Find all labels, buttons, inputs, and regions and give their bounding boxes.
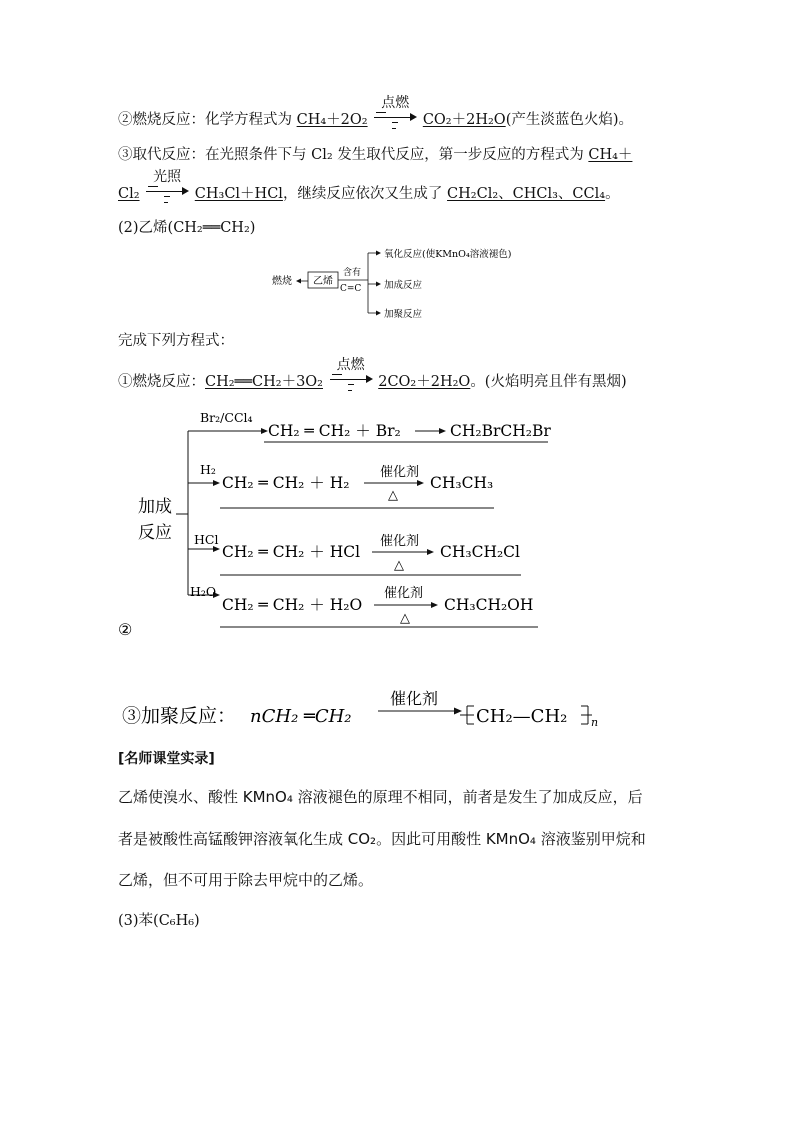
methane-combustion-line xyxy=(118,95,634,129)
ignition-condition-arrow xyxy=(330,357,372,388)
row4-heat: △ xyxy=(400,611,410,626)
row3-heat: △ xyxy=(394,558,404,573)
teacher-notes-header: [名师课堂实录] xyxy=(118,751,215,767)
substitution-end: 。 xyxy=(605,186,620,202)
methane-combustion-prefix: ②燃烧反应：化学方程式为 xyxy=(118,112,292,128)
substitution-line-2 xyxy=(118,169,620,203)
row3-catalyst: 催化剂 xyxy=(380,534,420,549)
reagent-h2: H₂ xyxy=(200,462,216,477)
row4-left: CH₂ ═ CH₂ ＋ H₂O xyxy=(222,596,363,614)
condition-label: 光照 xyxy=(153,169,182,185)
ethylene-heading: (2)乙烯(CH₂══CH₂) xyxy=(118,220,256,236)
substitution-prefix: ③取代反应：在光照条件下与 Cl₂ 发生取代反应，第一步反应的方程式为 xyxy=(118,147,584,163)
row2-left: CH₂ ═ CH₂ ＋ H₂ xyxy=(222,474,350,492)
substitution-reactant-cl2: Cl₂ xyxy=(118,186,140,202)
ethylene-combustion-line xyxy=(118,357,627,391)
reagent-h2o: H₂O xyxy=(190,584,217,599)
diagram-combustion-label: 燃烧 xyxy=(272,276,292,287)
reagent-hcl: HCl xyxy=(194,532,219,547)
polymerization-subscript: n xyxy=(591,716,599,729)
diagram-bond-label: C=C xyxy=(340,284,362,294)
substitution-reactant-ch4: CH₄＋ xyxy=(588,147,633,163)
ethylene-combustion-reactants: CH₂══CH₂＋3O₂ xyxy=(205,374,323,390)
substitution-first-products: CH₃Cl＋HCl xyxy=(194,186,283,202)
addition-item-number: ② xyxy=(118,620,133,639)
ethylene-combustion-prefix: ①燃烧反应： xyxy=(118,374,205,390)
methane-combustion-note: (产生淡蓝色火焰)。 xyxy=(505,112,634,128)
row1-left: CH₂ ═ CH₂ ＋ Br₂ xyxy=(268,422,401,440)
condition-label: 点燃 xyxy=(336,357,365,373)
ethylene-combustion-products: 2CO₂＋2H₂O xyxy=(378,374,471,390)
teacher-notes-line-3: 乙烯，但不可用于除去甲烷中的乙烯。 xyxy=(118,871,374,889)
teacher-notes-line-1: 乙烯使溴水、酸性 KMnO₄ 溶液褪色的原理不相同，前者是发生了加成反应，后 xyxy=(118,788,643,806)
row1-right: CH₂BrCH₂Br xyxy=(450,422,551,440)
addition-reaction-diagram xyxy=(118,404,558,640)
diagram-branch-polymerization: 加聚反应 xyxy=(384,309,423,320)
polymerization-reactant: nCH₂ ═CH₂ xyxy=(250,706,352,727)
polymerization-catalyst: 催化剂 xyxy=(390,689,439,708)
ethylene-properties-diagram xyxy=(268,240,538,322)
row2-catalyst: 催化剂 xyxy=(380,465,420,480)
methane-combustion-products: CO₂＋2H₂O xyxy=(422,112,506,128)
row4-catalyst: 催化剂 xyxy=(384,586,424,601)
diagram-branch-addition: 加成反应 xyxy=(384,280,423,291)
methane-combustion-reactants: CH₄＋2O₂ xyxy=(296,112,368,128)
complete-equations-label: 完成下列方程式： xyxy=(118,333,234,349)
condition-label: 点燃 xyxy=(381,95,410,111)
addition-label-line1: 加成 xyxy=(138,497,172,517)
row2-heat: △ xyxy=(388,488,398,503)
row4-right: CH₃CH₂OH xyxy=(444,596,534,614)
ethylene-combustion-note: 。(火焰明亮且伴有黑烟) xyxy=(470,374,627,390)
ignition-condition-arrow xyxy=(374,95,416,126)
row3-right: CH₃CH₂Cl xyxy=(440,543,520,561)
substitution-further-products: CH₂Cl₂、CHCl₃、CCl₄ xyxy=(447,186,606,202)
polymerization-equation xyxy=(122,686,622,730)
substitution-rest-text: ，继续反应依次又生成了 xyxy=(282,186,443,202)
row3-left: CH₂ ═ CH₂ ＋ HCl xyxy=(222,543,361,561)
polymerization-prefix: ③加聚反应： xyxy=(122,705,237,727)
addition-label-line2: 反应 xyxy=(138,523,172,543)
row2-right: CH₃CH₃ xyxy=(430,474,494,492)
benzene-heading: (3)苯(C₆H₆) xyxy=(118,913,200,929)
teacher-notes-line-2: 者是被酸性高锰酸钾溶液氧化生成 CO₂。因此可用酸性 KMnO₄ 溶液鉴别甲烷和 xyxy=(118,830,646,848)
diagram-ethylene-label: 乙烯 xyxy=(313,276,333,287)
light-condition-arrow xyxy=(146,169,188,200)
substitution-line-1 xyxy=(118,146,632,164)
reagent-br2: Br₂/CCl₄ xyxy=(200,410,253,425)
polymerization-product: CH₂—CH₂ xyxy=(476,706,568,727)
diagram-has-label: 含有 xyxy=(343,268,362,278)
diagram-branch-oxidation: 氧化反应(使KMnO₄溶液褪色) xyxy=(384,249,512,260)
